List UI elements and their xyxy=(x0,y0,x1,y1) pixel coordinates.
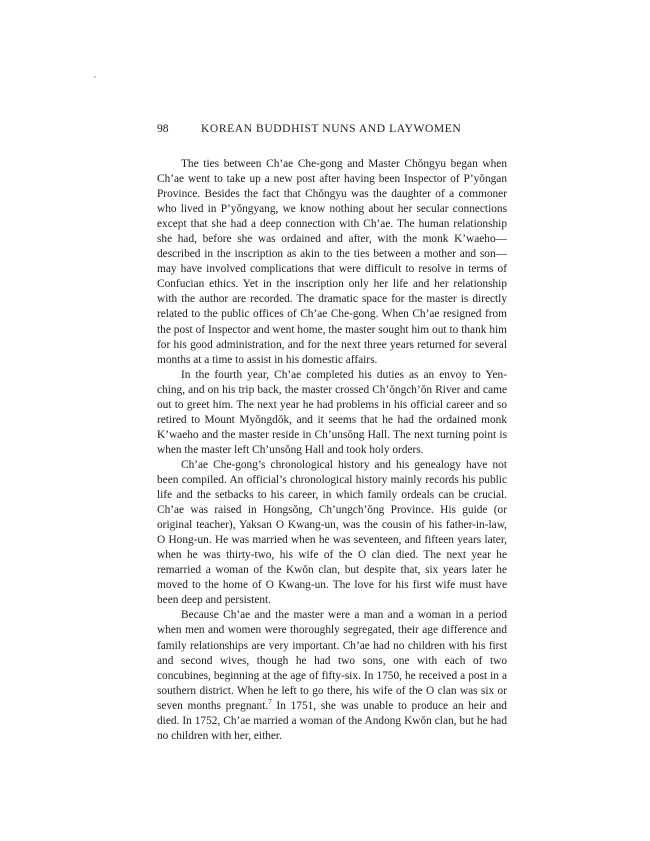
paragraph-4 xyxy=(157,608,507,743)
scan-speck xyxy=(94,76,96,78)
page-number: 98 xyxy=(157,122,169,135)
paragraph-3 xyxy=(157,458,507,608)
paragraph-3-text: Ch’ae Che-gong’s chronological history and his genealogy have not been compiled. An official’s chronological history mainly records his public life and the setbacks to his career, in which family ordeals can be crucial. Ch’ae was raised in Hongsŏng, Ch’ungch’ŏng Province. His guide (or original teacher), Yaksan O Kwang-un, was the cousin of his father-in-law, O Hong-un. He was married when he was seventeen, and fifteen years later, when he was thirty-two, his wife of the O clan died. The next year he remarried a woman of the Kwŏn clan, but despite that, six years later he moved to the home of O Kwang-un. The love for his first wife must have been deep and persistent. xyxy=(157,458,507,607)
paragraph-1-text: The ties between Ch’ae Che-gong and Master Chŏngyu began when Ch’ae went to take up a new post after having been Inspector of P’yŏngan Province. Besides the fact that Chŏngyu was the daughter of a commoner who lived in P’yŏngyang, we know nothing about her secular connections except that she had a deep connection with Ch’ae. The human relationship she had, before she was ordained and after, with the monk K’waeho—described in the inscription as akin to the ties between a mother and son—may have involved complications that were difficult to resolve in terms of Confucian ethics. Yet in the inscription only her life and her relationship with the author are recorded. The dramatic space for the master is directly related to the public offices of Ch’ae Che-gong. When Ch’ae resigned from the post of Inspector and went home, the master sought him out to thank him for his good administration, and for the next three years returned for several months at a time to assist in his domestic affairs. xyxy=(157,158,507,366)
running-title: KOREAN BUDDHIST NUNS AND LAYWOMEN xyxy=(201,122,462,135)
paragraph-4-text: Because Ch’ae and the master were a man and a woman in a period when men and women were thoroughly segregated, their age difference and family relationships are very important. Ch’ae had no children with his first and second wives, though he had two sons, one with each of two concubines, beginning at the age of fifty-six. In 1750, he received a post in a southern district. When he left to go there, his wife of the O clan was six or seven months pregnant. xyxy=(157,609,507,712)
paragraph-2-text: In the fourth year, Ch’ae completed his duties as an envoy to Yen-ching, and on his trip back, the master crossed Ch’ŏngch’ŏn River and came out to greet him. The next year he had problems in his official career and so retired to Mount Myŏngdŏk, and it seems that he had the ordained monk K’waeho and the master reside in Ch’unsŏng Hall. The next turning point is when the master left Ch’unsŏng Hall and took holy orders. xyxy=(157,368,507,456)
footnote-marker[interactable]: 7 xyxy=(268,697,272,706)
paragraph-1 xyxy=(157,157,507,368)
body-text xyxy=(157,157,507,744)
paragraph-2 xyxy=(157,368,507,458)
running-header xyxy=(157,122,517,136)
paragraph-4-text-continued: In 1751, she was unable to produce an heir and died. In 1752, Ch’ae married a woman of the Andong Kwŏn clan, but he had no children with her, either. xyxy=(157,699,507,742)
